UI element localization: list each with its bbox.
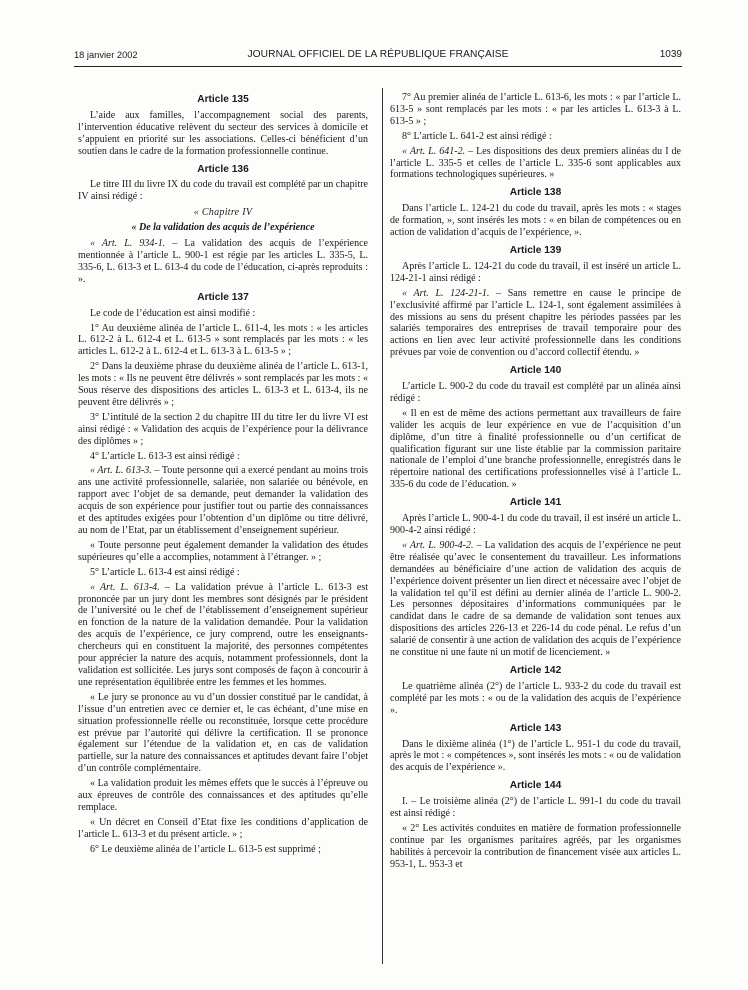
article-137-quote-5: « La validation produit les mêmes effets que le succès à l’épreuve ou aux épreuves de contrôle des connaissances et des aptitudes qu’elle remplace. [78,778,368,813]
article-141-quote: « Art. L. 900-4-2. – La validation des acquis de l’expérience ne peut être réalisée qu’avec le consentement du travailleur. Les informations demandées au bénéficiaire d’une action de validation des acquis de l’expérience doivent présenter un lien direct et nécessaire avec l’objet de la validation tel qu’il est défini au dernier alinéa de l’article L. 900-2. Les personnes dépositaires d’informations communiquées par le candidat dans le cadre de sa demande de validation sont tenues aux dispositions des articles 226-13 et 226-14 du code pénal. Le refus d’un salarié de consentir à une action de validation des acquis de l’expérience ne constitue ni une faute ni un motif de licenciement. » [390,539,681,659]
article-143-text: Dans le dixième alinéa (1°) de l’article L. 951-1 du code du travail, après le mot : « compétences », sont insérés les mots : « ou de validation des acquis de l’expérience ». [390,738,681,774]
article-143-heading: Article 143 [509,722,562,734]
article-137-text: Le code de l’éducation est ainsi modifié : [90,307,256,319]
article-ref: « Art. L. 900-4-2. [402,539,474,551]
article-137-quote-1: « Art. L. 613-3. – Toute personne qui a exercé pendant au moins trois ans une activité professionnelle, salariée, non salariée ou bénévole, en rapport avec l’objet de sa demande, peut demander la validation des acquis de son expérience pour justifier tout ou partie des connaissances et des aptitudes exigées pour l’obtention d’un diplôme ou titre délivré, au nom de l’Etat, par un établissement d’enseignement supérieur. [78,465,368,536]
article-144-text: I. – Le troisième alinéa (2°) de l’article L. 991-1 du code du travail est ainsi rédigé : [390,796,681,820]
article-142-heading: Article 142 [509,664,562,676]
article-ref: « Art. L. 124-21-1. [402,287,490,299]
article-137-quote-7: « Art. L. 641-2. – Les dispositions des deux premiers alinéas du I de l’article L. 335-5 et celles de l’article L. 335-6 sont applicables aux formations technologiques supérieures. » [390,145,681,181]
article-137-item-3: 3° L’intitulé de la section 2 du chapitre III du titre Ier du livre VI est ainsi rédigé : « Validation des acquis de l’expérience pour la délivrance des diplômes » ; [78,411,368,447]
article-142-text: Le quatrième alinéa (2°) de l’article L. 933-2 du code du travail est complété par les mots : « ou de la validation des acquis de l’expérience ». [390,680,681,716]
article-137-item-5: 5° L’article L. 613-4 est ainsi rédigé : [90,566,240,578]
article-137-item-1: 1° Au deuxième alinéa de l’article L. 611-4, les mots : « les articles L. 612-2 à L. 612-4 et L. 613-5 » sont remplacés par les mots : « les articles L. 612-2 à L. 612-4 et L. 613-3 à L. 613-5 » ; [78,322,368,358]
article-144-heading: Article 144 [509,780,562,792]
article-ref: « Art. L. 613-4. [90,581,160,593]
article-137-quote-4: « Le jury se prononce au vu d’un dossier constitué par le candidat, à l’issue d’un entretien avec ce dernier et, le cas échéant, d’une mise en situation professionnelle réelle ou reconstituée, lorsque cette procédure est prévue par l’autorité qui délivre la certification. Il se prononce également sur l’étendue de la validation et, en cas de validation partielle, sur la nature des connaissances et aptitudes devant faire l’objet d’un contrôle complémentaire. [78,691,368,775]
article-136-heading: Article 136 [197,163,249,175]
article-141-text: Après l’article L. 900-4-1 du code du travail, il est inséré un article L. 900-4-2 ainsi rédigé : [390,513,681,536]
article-136-quote: « Art. L. 934-1. – La validation des acquis de l’expérience mentionnée à l’article L. 900-1 est régie par les articles L. 335-5, L. 335-6, L. 613-3 et L. 613-4 du code de l’éducation, ci-après reproduits : ». [78,238,368,285]
article-137-quote-3: « Art. L. 613-4. – La validation prévue à l’article L. 613-3 est prononcée par un jury dont les membres sont désignés par le président de l’université ou le chef de l’établissement d’enseignement supérieur en fonction de la nature de la validation demandée. Pour la validation des acquis de l’expérience, ce jury comprend, outre les enseignants-chercheurs qui en constituent la majorité, des personnes compétentes pour apprécier la nature des acquis, notamment professionnels, dont la validation est sollicitée. Les jurys sont composés de façon à concourir à une représentation équilibrée entre les femmes et les hommes. [78,581,368,688]
issue-date: 18 janvier 2002 [74,50,138,60]
page-header [74,44,682,67]
article-137-item-7: 7° Au premier alinéa de l’article L. 613-6, les mots : « par l’article L. 613-5 » sont remplacés par les mots : « par les articles L. 613-3 à L. 613-5 » ; [390,92,681,127]
article-140-quote: « Il en est de même des actions permettant aux travailleurs de faire valider les acquis de leur expérience en vue de l’acquisition d’un diplôme, d’un titre à finalité professionnelle ou d’un certificat de qualification figurant sur une liste établie par la commission paritaire nationale de l’emploi d’une branche professionnelle, enregistrés dans le répertoire national des certifications professionnelles visé à l’article L. 335-6 du code de l’éducation. » [390,407,681,491]
article-137-item-6: 6° Le deuxième alinéa de l’article L. 613-5 est supprimé ; [90,843,321,855]
article-137-quote-6: « Un décret en Conseil d’Etat fixe les conditions d’application de l’article L. 613-3 et du présent article. » ; [78,816,368,840]
article-140-text: L’article L. 900-2 du code du travail est complété par un alinéa ainsi rédigé : [390,381,681,404]
article-137-item-8: 8° L’article L. 641-2 est ainsi rédigé : [402,130,552,142]
article-ref: « Art. L. 934-1. [90,238,166,250]
article-139-heading: Article 139 [509,244,562,256]
chapter-title: « De la validation des acquis de l’expérience [131,222,315,234]
page-number: 1039 [659,49,682,60]
article-135-heading: Article 135 [197,94,249,105]
article-135-text: L’aide aux familles, l’accompagnement social des parents, l’intervention éducative relèvent du secteur des services à domicile et s’appuient en priorité sur les associations. Celles-ci bénéficient d’un soutien dans le cadre de la formation professionnelle continue. [78,109,368,157]
left-column [78,92,368,859]
article-136-text: Le titre III du livre IX du code du travail est complété par un chapitre IV ainsi rédigé : [78,179,368,203]
article-137-item-2: 2° Dans la deuxième phrase du deuxième alinéa de l’article L. 613-1, les mots : « Ils ne peuvent être délivrés » sont remplacés par les mots : « Sous réserve des dispositions des articles L. 613-3 et L. 613-4, ils ne peuvent être délivrés » ; [78,361,368,408]
article-140-heading: Article 140 [509,365,562,377]
article-144-quote: « 2° Les activités conduites en matière de formation professionnelle continue par les organismes paritaires agréés, par les organismes habilités à percevoir la contribution de financement visée aux articles L. 953-1, L. 953-3 et [390,822,681,870]
journal-title: JOURNAL OFFICIEL DE LA RÉPUBLIQUE FRANÇAISE [247,49,509,60]
article-137-heading: Article 137 [197,291,249,303]
article-ref: « Art. L. 613-3. [90,465,152,477]
article-138-text: Dans l’article L. 124-21 du code du travail, après les mots : « stages de formation, », sont insérés les mots : « en bilan de compétences ou en action de validation d’acquis de l’expérience, ». [390,203,681,239]
article-137-item-4: 4° L’article L. 613-3 est ainsi rédigé : [90,450,240,462]
chapter-label: « Chapitre IV [193,207,253,219]
article-137-quote-2: « Toute personne peut également demander la validation des études supérieures qu’elle a accomplies, notamment à l’étranger. » ; [78,539,368,563]
right-column [390,92,681,874]
column-divider [382,88,383,964]
article-139-quote: « Art. L. 124-21-1. – Sans remettre en cause le principe de l’exclusivité affirmé par l’article L. 124-1, sont également assimilées à des missions au sens du présent chapitre les périodes passées par les salariés temporaires des entreprises de travail temporaire pour des actions en lien avec leur activité professionnelle dans les conditions prévues par voie de convention ou d’accord collectif étendu. » [390,287,681,359]
article-139-text: Après l’article L. 124-21 du code du travail, il est inséré un article L. 124-21-1 ainsi rédigé : [390,260,681,284]
article-ref: « Art. L. 641-2. [402,145,466,157]
article-138-heading: Article 138 [509,187,562,199]
article-141-heading: Article 141 [509,497,562,509]
